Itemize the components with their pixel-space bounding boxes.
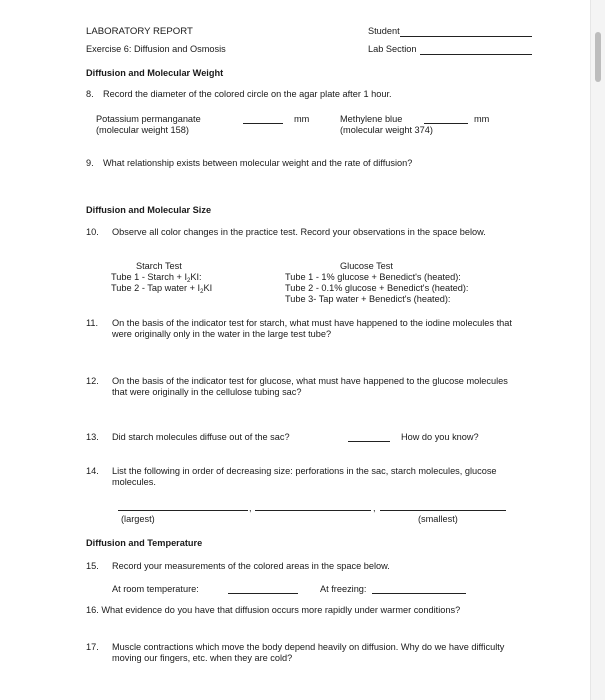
student-label: Student bbox=[368, 26, 400, 36]
q11-line1: On the basis of the indicator test for starch, what must have happened to the iodine molecules that bbox=[112, 318, 512, 328]
iodine-subscript: 2 bbox=[187, 278, 191, 284]
room-temp-answer-line[interactable] bbox=[228, 593, 298, 594]
q13-follow-up: How do you know? bbox=[401, 432, 479, 442]
q13-number: 13. bbox=[86, 432, 99, 442]
q16-number: 16. bbox=[86, 605, 99, 615]
q17-line1: Muscle contractions which move the body depend heavily on diffusion. Why do we have difficulty bbox=[112, 642, 505, 652]
section-heading-temperature: Diffusion and Temperature bbox=[86, 538, 203, 548]
glucose-tube3: Tube 3- Tap water + Benedict's (heated): bbox=[285, 294, 451, 304]
q8-item2-name: Methylene blue bbox=[340, 114, 403, 124]
q14-smallest-label: (smallest) bbox=[418, 514, 458, 524]
section-heading-molecular-size: Diffusion and Molecular Size bbox=[86, 205, 212, 215]
report-title: LABORATORY REPORT bbox=[86, 26, 193, 37]
q10-text: Observe all color changes in the practice test. Record your observations in the space below. bbox=[112, 227, 486, 237]
q8-item2-unit: mm bbox=[474, 114, 490, 124]
student-name-line[interactable] bbox=[400, 36, 532, 37]
q10-number: 10. bbox=[86, 227, 99, 237]
q14-answer-line-smallest[interactable] bbox=[380, 510, 506, 511]
starch-tube1-end: KI: bbox=[190, 272, 202, 282]
q8-item1-name: Potassium permanganate bbox=[96, 114, 201, 124]
q8-item1-answer-line[interactable] bbox=[243, 123, 283, 124]
q17-number: 17. bbox=[86, 642, 99, 652]
starch-tube2 bbox=[111, 283, 212, 293]
glucose-tube1: Tube 1 - 1% glucose + Benedict's (heated): bbox=[285, 272, 461, 282]
lab-section-label: Lab Section bbox=[368, 44, 417, 54]
starch-tube1-text: Tube 1 - Starch + I bbox=[111, 272, 188, 282]
q9-text: What relationship exists between molecular weight and the rate of diffusion? bbox=[103, 158, 413, 168]
starch-test-title: Starch Test bbox=[136, 261, 182, 271]
q12-line1: On the basis of the indicator test for glucose, what must have happened to the glucose molecules bbox=[112, 376, 508, 386]
exercise-title: Exercise 6: Diffusion and Osmosis bbox=[86, 44, 226, 54]
freezing-label: At freezing: bbox=[320, 584, 367, 594]
glucose-test-title: Glucose Test bbox=[340, 261, 393, 271]
q15-number: 15. bbox=[86, 561, 99, 571]
q17-line2: moving our fingers, etc. when they are cold? bbox=[112, 653, 293, 663]
q14-answer-line-largest[interactable] bbox=[118, 510, 248, 511]
q13-text: Did starch molecules diffuse out of the sac? bbox=[112, 432, 290, 442]
lab-section-line[interactable] bbox=[420, 54, 532, 55]
iodine-subscript: 2 bbox=[200, 289, 204, 295]
scrollbar-thumb[interactable] bbox=[595, 32, 601, 82]
q8-text: Record the diameter of the colored circle on the agar plate after 1 hour. bbox=[103, 89, 392, 99]
q14-comma: , bbox=[373, 503, 376, 513]
starch-tube1 bbox=[111, 272, 202, 282]
q8-number: 8. bbox=[86, 89, 94, 99]
q16-text: What evidence do you have that diffusion occurs more rapidly under warmer conditions? bbox=[101, 605, 461, 615]
vertical-scrollbar[interactable] bbox=[590, 0, 605, 700]
starch-tube2-text: Tube 2 - Tap water + I bbox=[111, 283, 201, 293]
q14-line2: molecules. bbox=[112, 477, 156, 487]
q8-item2-answer-line[interactable] bbox=[424, 123, 468, 124]
room-temp-label: At room temperature: bbox=[112, 584, 199, 594]
starch-tube2-end: KI bbox=[203, 283, 213, 293]
q14-line1: List the following in order of decreasing size: perforations in the sac, starch molecules, glucose bbox=[112, 466, 497, 476]
freezing-answer-line[interactable] bbox=[372, 593, 466, 594]
q14-largest-label: (largest) bbox=[121, 514, 155, 524]
q11-number: 11. bbox=[86, 318, 99, 328]
q8-item2-weight: (molecular weight 374) bbox=[340, 125, 433, 135]
q13-answer-line[interactable] bbox=[348, 441, 390, 442]
q9-number: 9. bbox=[86, 158, 94, 168]
q8-item1-unit: mm bbox=[294, 114, 310, 124]
section-heading-molecular-weight: Diffusion and Molecular Weight bbox=[86, 68, 224, 78]
q12-line2: that were originally in the cellulose tubing sac? bbox=[112, 387, 302, 397]
q8-item1-weight: (molecular weight 158) bbox=[96, 125, 189, 135]
q16 bbox=[86, 605, 460, 615]
q15-text: Record your measurements of the colored areas in the space below. bbox=[112, 561, 390, 571]
q14-comma: , bbox=[249, 503, 252, 513]
q14-number: 14. bbox=[86, 466, 99, 476]
q14-answer-line-middle[interactable] bbox=[255, 510, 371, 511]
q12-number: 12. bbox=[86, 376, 99, 386]
q11-line2: were originally only in the water in the large test tube? bbox=[112, 329, 332, 339]
glucose-tube2: Tube 2 - 0.1% glucose + Benedict's (heated): bbox=[285, 283, 469, 293]
